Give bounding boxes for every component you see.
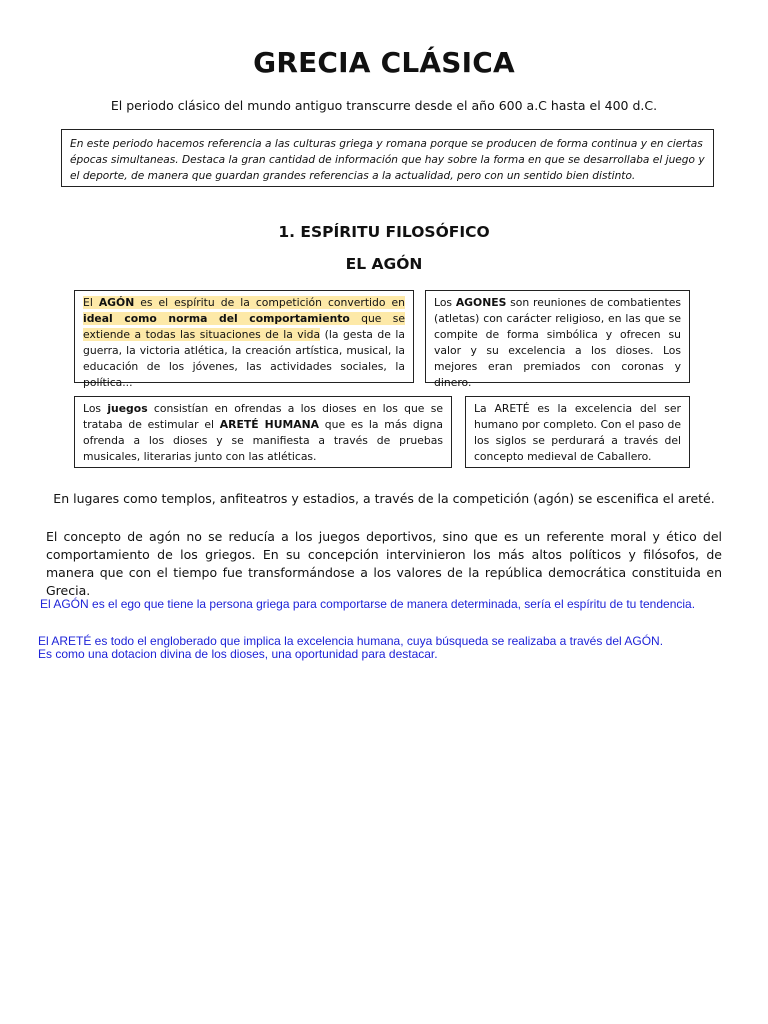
note-agon: El AGÓN es el ego que tiene la persona griega para comportarse de manera determinada, sería el espíritu de tu tendencia. — [40, 597, 696, 611]
page-title: GRECIA CLÁSICA — [253, 46, 515, 79]
arete-box: La ARETÉ es la excelencia del ser humano por completo. Con el paso de los siglos se perdurará a través del concepto medieval de Caballero. — [465, 396, 690, 468]
agon-bold: AGÓN — [98, 296, 135, 309]
agon-text: (la gesta de la guerra, la victoria atlética, la creación artística, musical, la educación de los jóvenes, las actividades sociales, la política... — [83, 328, 405, 389]
agon-bold: ideal como norma del comportamiento — [83, 312, 350, 325]
agon-text: que se extiende a todas las situaciones de la vida — [83, 312, 405, 341]
intro-box: En este periodo hacemos referencia a las culturas griega y romana porque se producen de forma continua y en ciertas épocas simultaneas. Destaca la gran cantidad de información que hay sobre la forma en que se desarrollaba el juego y el deporte, de manera que guardan grandes referencias a la actualidad, pero con un sentido bien distinto. — [61, 129, 714, 187]
subtitle: El periodo clásico del mundo antiguo transcurre desde el año 600 a.C hasta el 400 d.C. — [110, 98, 658, 113]
agon-text: El — [83, 296, 99, 309]
note-arete-line2: Es como una dotacion divina de los dioses, una oportunidad para destacar. — [38, 647, 438, 661]
section-heading: 1. ESPÍRITU FILOSÓFICO — [278, 223, 490, 241]
juegos-box — [74, 396, 452, 468]
agones-bold: AGONES — [455, 296, 507, 309]
agones-text: son reuniones de combatientes (atletas) con carácter religioso, en las que se compite de forma simbólica y ofrecen su valor y su excelencia a los dioses. Los mejores eran premiados con coronas y dinero. — [434, 296, 681, 389]
agon-box — [74, 290, 414, 389]
paragraph-agon-arete: En lugares como templos, anfiteatros y estadios, a través de la competición (agón) se escenifica el areté. — [53, 491, 715, 506]
juegos-text: que es la más digna ofrenda a los dioses y se manifiesta a través de pruebas musicales, literarias junto con las atléticas. — [83, 418, 444, 463]
paragraph-agon-concept: El concepto de agón no se reducía a los juegos deportivos, sino que es un referente moral y ético del comportamiento de los griegos. En su concepción intervinieron los más altos políticos y filósofos, de manera que con el tiempo fue transformándose a los valores de la república democrática constituida en Grecia. — [46, 529, 722, 598]
juegos-text: consistían en ofrendas a los dioses en los que se trataba de estimular el — [83, 402, 443, 431]
juegos-bold: juegos — [107, 402, 148, 415]
agones-text: Los — [434, 296, 456, 309]
juegos-bold: ARETÉ HUMANA — [219, 418, 319, 431]
agon-text: es el espíritu de la competición convertido en — [134, 296, 405, 309]
juegos-text: Los — [83, 402, 108, 415]
agones-box — [425, 290, 690, 389]
note-arete-line1: El ARETÉ es todo el engloberado que implica la excelencia humana, cuya búsqueda se realizaba a través del AGÓN. — [38, 634, 664, 648]
subheading: EL AGÓN — [345, 255, 423, 273]
note-arete — [38, 635, 758, 661]
